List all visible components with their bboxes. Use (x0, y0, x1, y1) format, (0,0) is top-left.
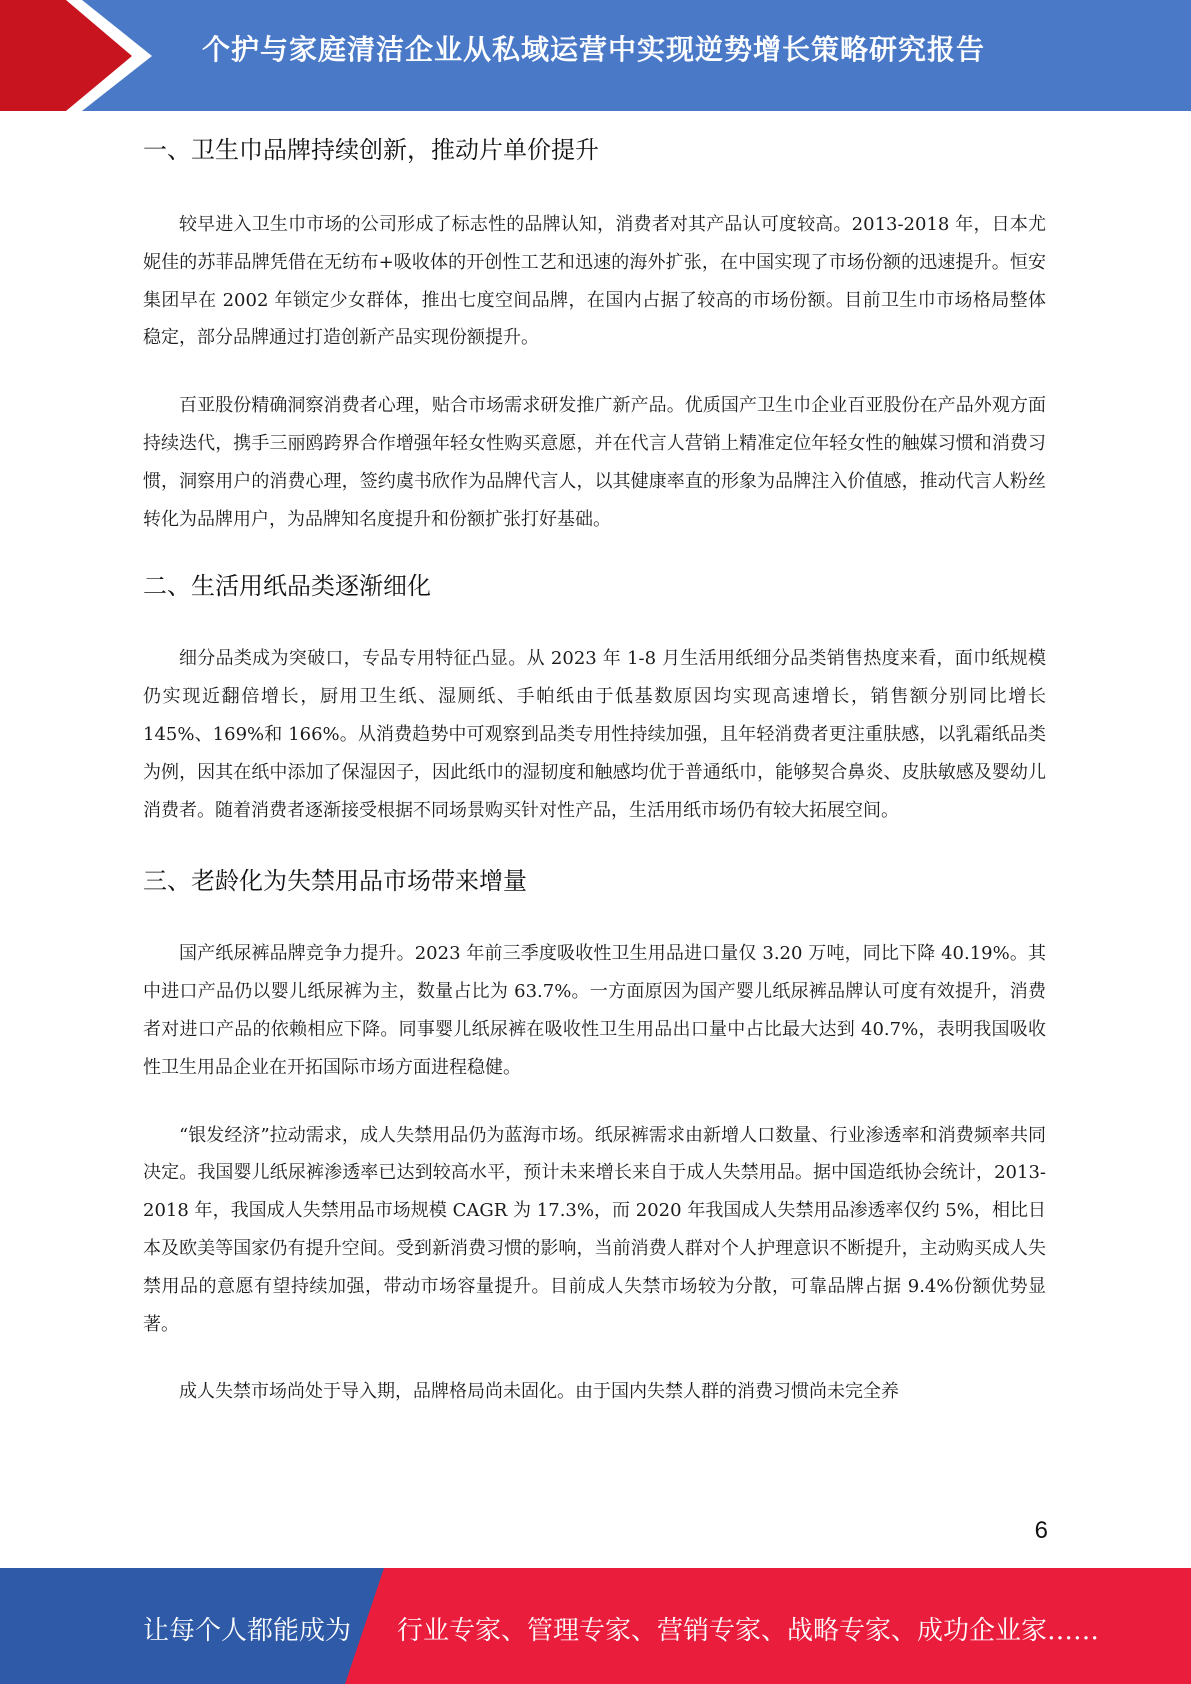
page-number: 6 (1034, 1517, 1048, 1544)
report-title: 个护与家庭清洁企业从私域运营中实现逆势增长策略研究报告 (202, 33, 986, 66)
section-heading-1: 一、卫生巾品牌持续创新，推动片单价提升 (143, 136, 599, 164)
section-heading-3: 三、老龄化为失禁用品市场带来增量 (143, 867, 527, 896)
paragraph: 百亚股份精确洞察消费者心理，贴合市场需求研发推广新产品。优质国产卫生巾企业百亚股份在产品外观方面持续迭代，携手三丽鸥跨界合作增强年轻女性购买意愿，并在代言人营销上精准定位年轻女性的触媒习惯和消费习惯，洞察用户的消费心理，签约虞书欣作为品牌代言人，以其健康率直的形象为品牌注入价值感，推动代言人粉丝转化为品牌用户，为品牌知名度提升和份额扩张打好基础。 (143, 395, 1046, 530)
footer-slogan-right: 行业专家、管理专家、营销专家、战略专家、成功企业家…… (397, 1616, 1100, 1646)
paragraph: 成人失禁市场尚处于导入期，品牌格局尚未固化。由于国内失禁人群的消费习惯尚未完全养 (179, 1381, 899, 1403)
paragraph: “银发经济”拉动需求，成人失禁用品仍为蓝海市场。纸尿裤需求由新增人口数量、行业渗透率和消费频率共同决定。我国婴儿纸尿裤渗透率已达到较高水平，预计未来增长来自于成人失禁用品。据中国造纸协会统计，2013-2018 年，我国成人失禁用品市场规模 CAGR 为 17.3%，而 2020 年我国成人失禁用品渗透率仅约 5%，相比日本及欧美等国家仍有提升空间。受到新消费习惯的影响，当前消费人群对个人护理意识不断提升，主动购买成人失禁用品的意愿有望持续加强，带动市场容量提升。目前成人失禁市场较为分散，可靠品牌占据 9.4%份额优势显著。 (143, 1124, 1046, 1335)
paragraph: 较早进入卫生巾市场的公司形成了标志性的品牌认知，消费者对其产品认可度较高。2013-2018 年，日本尤妮佳的苏菲品牌凭借在无纺布+吸收体的开创性工艺和迅速的海外扩张，在中国实现了市场份额的迅速提升。恒安集团早在 2002 年锁定少女群体，推出七度空间品牌，在国内占据了较高的市场份额。目前卫生巾市场格局整体稳定，部分品牌通过打造创新产品实现份额提升。 (143, 214, 1046, 349)
document-body (143, 132, 1046, 1411)
header-banner (0, 0, 1191, 111)
paragraph: 国产纸尿裤品牌竞争力提升。2023 年前三季度吸收性卫生用品进口量仅 3.20 万吨，同比下降 40.19%。其中进口产品仍以婴儿纸尿裤为主，数量占比为 63.7%。一方面原因为国产婴儿纸尿裤品牌认可度有效提升，消费者对进口产品的依赖相应下降。同事婴儿纸尿裤在吸收性卫生用品出口量中占比最大达到 40.7%，表明我国吸收性卫生用品企业在开拓国际市场方面进程稳健。 (143, 943, 1046, 1078)
section-heading-2: 二、生活用纸品类逐渐细化 (143, 572, 431, 601)
footer-banner (0, 1568, 1191, 1684)
paragraph: 细分品类成为突破口，专品专用特征凸显。从 2023 年 1-8 月生活用纸细分品类销售热度来看，面巾纸规模仍实现近翻倍增长，厨用卫生纸、湿厕纸、手帕纸由于低基数原因均实现高速增长，销售额分别同比增长 145%、169%和 166%。从消费趋势中可观察到品类专用性持续加强，且年轻消费者更注重肤感，以乳霜纸品类为例，因其在纸中添加了保湿因子，因此纸巾的湿韧度和触感均优于普通纸巾，能够契合鼻炎、皮肤敏感及婴幼儿消费者。随着消费者逐渐接受根据不同场景购买针对性产品，生活用纸市场仍有较大拓展空间。 (143, 648, 1046, 821)
footer-slogan-left: 让每个人都能成为 (143, 1616, 352, 1646)
